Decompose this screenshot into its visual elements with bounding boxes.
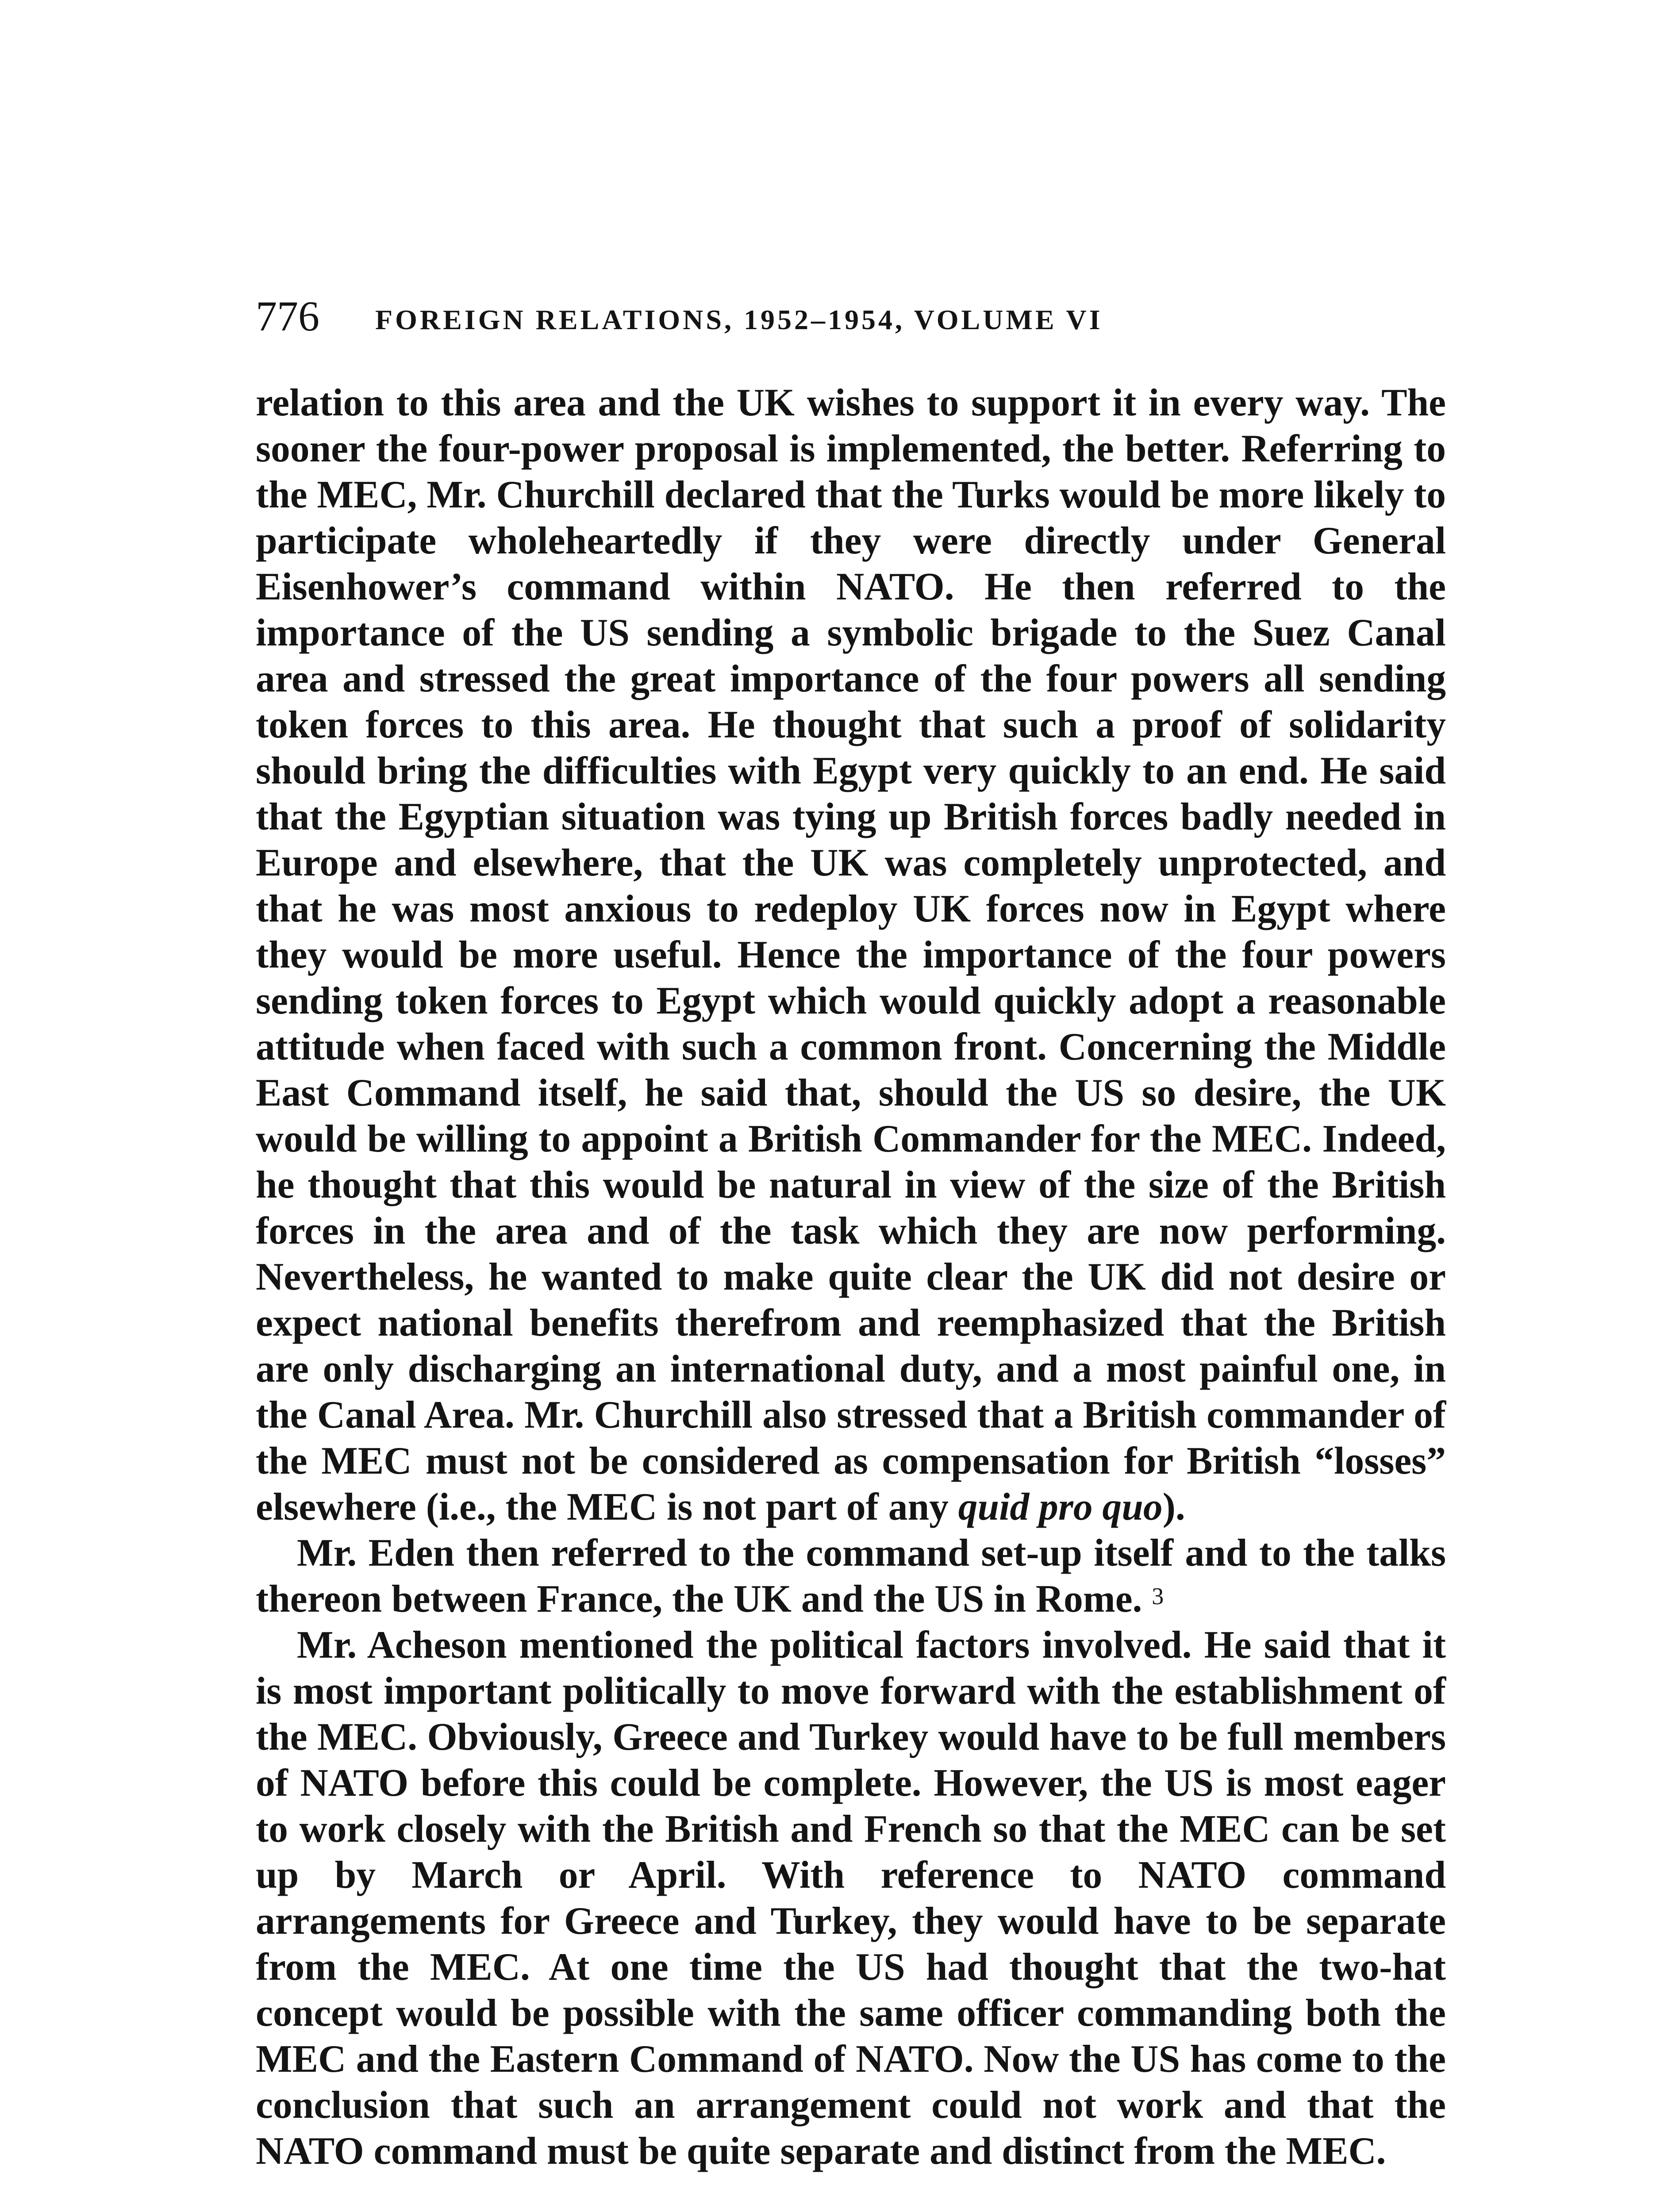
running-header [256,290,1450,343]
paragraph-text: Mr. Acheson mentioned the political factors involved. He said that it is most important politically to move forward with the establishment of the MEC. Obviously, Greece and Turkey would have to be full members of NATO before this could be complete. However, the US is most eager to work closely with the British and French so that the MEC can be set up by March or April. With reference to NATO command arrangements for Greece and Turkey, they would have to be separate from the MEC. At one time the US had thought that the two-hat concept would be possible with the same officer commanding both the MEC and the Eastern Command of NATO. Now the US has come to the conclusion that such an arrangement could not work and that the NATO command must be quite separate and distinct from the MEC. [256,1623,1446,2172]
paragraph [256,1622,1446,2174]
italic-phrase: quid pro quo [958,1485,1163,1528]
paragraph [256,380,1446,1530]
paragraph-text: Mr. Eden then referred to the command set-up itself and to the talks thereon between France, the UK and the US in Rome. [256,1531,1446,1620]
paragraph-text: relation to this area and the UK wishes to support it in every way. The sooner the four-power proposal is implemented, the better. Referring to the MEC, Mr. Churchill declared that the Turks would be more likely to participate wholeheartedly if they were directly under General Eisenhower’s command within NATO. He then referred to the importance of the US sending a symbolic brigade to the Suez Canal area and stressed the great importance of the four powers all sending token forces to this area. He thought that such a proof of solidarity should bring the difficulties with Egypt very quickly to an end. He said that the Egyptian situation was tying up British forces badly needed in Europe and elsewhere, that the UK was completely unprotected, and that he was most anxious to redeploy UK forces now in Egypt where they would be more useful. Hence the importance of the four powers sending token forces to Egypt which would quickly adopt a reasonable attitude when faced with such a common front. Concerning the Middle East Command itself, he said that, should the US so desire, the UK would be willing to appoint a British Commander for the MEC. Indeed, he thought that this would be natural in view of the size of the British forces in the area and of the task which they are now performing. Nevertheless, he wanted to make quite clear the UK did not desire or expect national benefits therefrom and reemphasized that the British are only discharging an international duty, and a most painful one, in the Canal Area. Mr. Churchill also stressed that a British commander of the MEC must not be considered as compensation for British “losses” elsewhere (i.e., the MEC is not part of any [256,381,1446,1528]
paragraph [256,1530,1446,1622]
paragraph-end: ). [1162,1485,1185,1528]
page-number: 776 [256,292,319,340]
running-title: FOREIGN RELATIONS, 1952–1954, VOLUME VI [375,304,1103,335]
main-text [256,380,1446,2174]
footnote-reference: 3 [1152,1583,1164,1609]
